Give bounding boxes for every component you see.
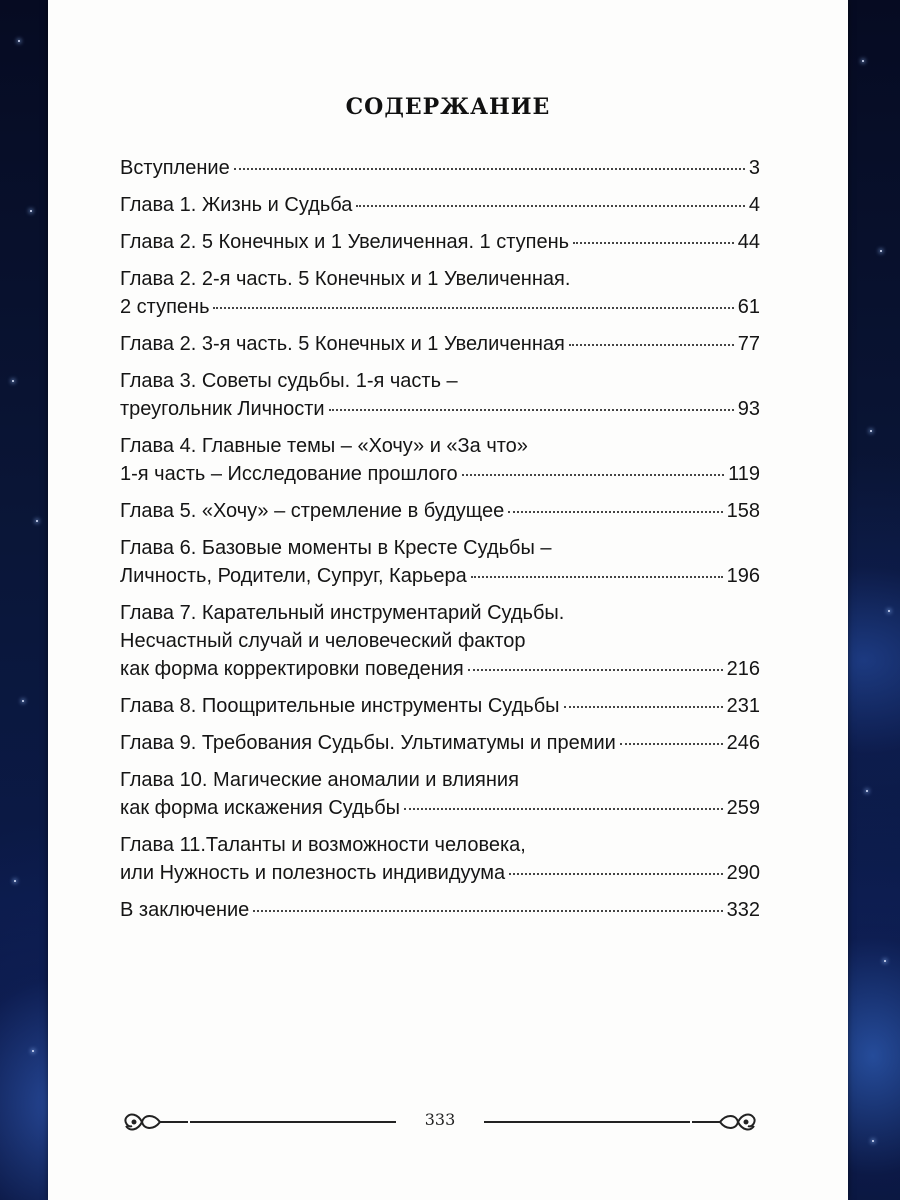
left-flourish-icon	[120, 1104, 190, 1140]
toc-entry	[120, 367, 760, 423]
dot-leader	[471, 576, 723, 578]
toc-entry-text: Глава 2. 5 Конечных и 1 Увеличенная. 1 ступень	[120, 231, 570, 253]
star	[12, 380, 14, 382]
footer-rule-right	[484, 1121, 690, 1123]
toc-entry	[120, 534, 760, 590]
star	[866, 790, 868, 792]
dot-leader	[253, 910, 722, 912]
toc-entry-text: Вступление	[120, 157, 230, 179]
toc-page-number: 158	[726, 500, 760, 522]
dot-leader	[213, 307, 733, 309]
toc-entry	[120, 896, 760, 924]
toc-page-number: 44	[737, 231, 760, 253]
star	[888, 610, 890, 612]
star	[880, 250, 882, 252]
toc-page-number: 290	[726, 862, 760, 884]
toc-page-number: 93	[737, 398, 760, 420]
star	[30, 210, 32, 212]
book-page	[48, 0, 848, 1200]
dot-leader	[508, 511, 722, 513]
toc-entry	[120, 831, 760, 887]
toc-page-number: 4	[748, 194, 760, 216]
toc-entry-text: Глава 11.Таланты и возможности человека,	[120, 834, 526, 856]
toc-page-number: 332	[726, 899, 760, 921]
dot-leader	[234, 168, 745, 170]
toc-page-number: 119	[728, 463, 760, 485]
toc-entry	[120, 191, 760, 219]
toc-entry-text: или Нужность и полезность индивидуума	[120, 862, 506, 884]
toc-entry-text: Глава 2. 3-я часть. 5 Конечных и 1 Увеличенная	[120, 333, 565, 355]
toc-entry	[120, 497, 760, 525]
dot-leader	[462, 474, 725, 476]
toc-page-number: 216	[726, 658, 760, 680]
toc-entry-text: Личность, Родители, Супруг, Карьера	[120, 565, 467, 587]
page-title: СОДЕРЖАНИЕ	[345, 94, 551, 120]
toc-entry	[120, 330, 760, 358]
dot-leader	[509, 873, 722, 875]
star	[870, 430, 872, 432]
toc-entry-text: В заключение	[120, 899, 250, 921]
toc-entry	[120, 432, 760, 488]
toc-entry-text: Глава 2. 2-я часть. 5 Конечных и 1 Увеличенная.	[120, 268, 571, 290]
toc-entry-text: Глава 3. Советы судьбы. 1-я часть –	[120, 370, 458, 392]
toc-entry-text: 2 ступень	[120, 296, 210, 318]
dot-leader	[620, 743, 723, 745]
toc-entry-text: Глава 5. «Хочу» – стремление в будущее	[120, 500, 505, 522]
toc-entry-text: Глава 8. Поощрительные инструменты Судьбы	[120, 695, 560, 717]
toc-page-number: 246	[726, 732, 760, 754]
dot-leader	[569, 344, 734, 346]
star	[884, 960, 886, 962]
dot-leader	[573, 242, 734, 244]
toc-entry	[120, 692, 760, 720]
toc-page-number: 259	[726, 797, 760, 819]
toc-entry-text: как форма корректировки поведения	[120, 658, 464, 680]
dot-leader	[329, 409, 734, 411]
footer-rule-left	[190, 1121, 396, 1123]
star	[32, 1050, 34, 1052]
right-flourish-icon	[690, 1104, 760, 1140]
toc-entry-text: Глава 6. Базовые моменты в Кресте Судьбы –	[120, 537, 552, 559]
table-of-contents	[120, 154, 760, 933]
star	[18, 40, 20, 42]
dot-leader	[356, 205, 745, 207]
toc-page-number: 231	[726, 695, 760, 717]
toc-entry	[120, 729, 760, 757]
toc-page-number: 77	[737, 333, 760, 355]
star	[872, 1140, 874, 1142]
toc-entry-text: 1-я часть – Исследование прошлого	[120, 463, 458, 485]
toc-entry-text: Глава 9. Требования Судьбы. Ультиматумы и премии	[120, 732, 616, 754]
toc-entry	[120, 766, 760, 822]
toc-entry	[120, 228, 760, 256]
toc-entry-text: Несчастный случай и человеческий фактор	[120, 630, 526, 652]
toc-entry-text: Глава 1. Жизнь и Судьба	[120, 194, 353, 216]
toc-page-number: 3	[748, 157, 760, 179]
toc-entry-text: треугольник Личности	[120, 398, 325, 420]
page-number: 333	[424, 1110, 456, 1129]
dot-leader	[564, 706, 723, 708]
star	[22, 700, 24, 702]
toc-entry-text: Глава 7. Карательный инструментарий Судьбы.	[120, 602, 565, 624]
star	[862, 60, 864, 62]
star	[14, 880, 16, 882]
toc-entry	[120, 599, 760, 683]
toc-page-number: 61	[737, 296, 760, 318]
dot-leader	[404, 808, 723, 810]
toc-entry-text: Глава 4. Главные темы – «Хочу» и «За что»	[120, 435, 528, 457]
toc-entry-text: Глава 10. Магические аномалии и влияния	[120, 769, 519, 791]
toc-entry	[120, 154, 760, 182]
toc-page-number: 196	[726, 565, 760, 587]
toc-entry	[120, 265, 760, 321]
toc-entry-text: как форма искажения Судьбы	[120, 797, 401, 819]
page-footer	[120, 1104, 760, 1140]
dot-leader	[468, 669, 723, 671]
star	[36, 520, 38, 522]
